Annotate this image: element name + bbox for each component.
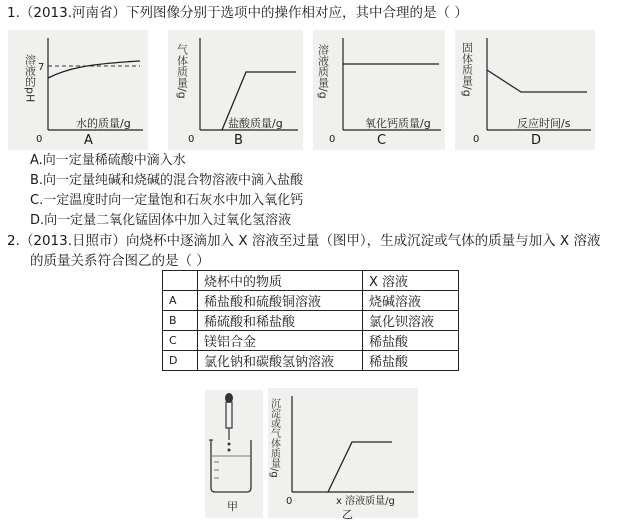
table-header-row xyxy=(163,271,459,291)
q1-text: 1.（2013.河南省）下列图像分别于选项中的操作相对应，其中合理的是（ ） xyxy=(7,5,468,21)
q1-option-d: D.向一定量二氧化锰固体中加入过氧化氢溶液 xyxy=(30,213,292,228)
table-cell: 烧碱溶液 xyxy=(363,291,459,311)
table-cell: 氯化钡溶液 xyxy=(363,311,459,331)
table-cell: 镁铝合金 xyxy=(198,331,363,351)
graph-a-xlabel: 水的质量/g xyxy=(76,117,131,130)
table-cell: 氯化钠和碳酸氢钠溶液 xyxy=(198,351,363,371)
graph-c xyxy=(313,30,445,150)
table-row xyxy=(163,331,459,351)
graph-d xyxy=(455,30,595,150)
graph-d-xlabel: 反应时间/s xyxy=(517,117,571,130)
table-header-cell xyxy=(163,271,198,291)
table-row xyxy=(163,351,459,371)
graph-c-xlabel: 氧化钙质量/g xyxy=(365,117,431,130)
table-header-cell: 烧杯中的物质 xyxy=(198,271,363,291)
table-cell: 稀盐酸 xyxy=(363,331,459,351)
graph-b-xlabel: 盐酸质量/g xyxy=(228,117,283,130)
figure-yi-ylabel: 沉淀或气体质量/g xyxy=(268,398,280,478)
table-cell: 稀盐酸 xyxy=(363,351,459,371)
figure-yi xyxy=(268,388,418,521)
graph-d-origin: 0 xyxy=(473,134,480,145)
q2-line1: 2.（2013.日照市）向烧杯中逐滴加入 X 溶液至过量（图甲），生成沉淀或气体的质量与加入 X 溶液 xyxy=(7,233,601,249)
graph-a-tick7: 7 xyxy=(38,62,45,73)
graph-a-ylabel: 溶液的pH xyxy=(23,54,37,103)
graph-b-letter: B xyxy=(234,133,243,148)
table-row xyxy=(163,291,459,311)
q1-option-a: A.向一定量稀硫酸中滴入水 xyxy=(30,153,186,168)
graph-b xyxy=(168,30,303,150)
graph-a-origin: 0 xyxy=(36,134,43,145)
table-header-cell: X 溶液 xyxy=(363,271,459,291)
figure-jia xyxy=(205,390,263,518)
graph-c-letter: C xyxy=(377,133,387,148)
graph-b-origin: 0 xyxy=(188,134,195,145)
figure-yi-label: 乙 xyxy=(342,508,353,521)
table-cell: D xyxy=(163,351,198,371)
figure-yi-origin: 0 xyxy=(286,496,293,507)
figure-jia-label: 甲 xyxy=(227,500,238,513)
table-cell: 稀盐酸和硫酸铜溶液 xyxy=(198,291,363,311)
graph-c-origin: 0 xyxy=(329,134,336,145)
graph-d-ylabel: 固体质量/g xyxy=(460,42,474,97)
graph-c-ylabel: 溶液质量/g xyxy=(316,44,330,99)
graph-a xyxy=(8,30,148,150)
table-cell: A xyxy=(163,291,198,311)
graph-d-letter: D xyxy=(531,133,542,148)
graph-b-ylabel: 气体质量/g xyxy=(175,44,189,99)
graph-a-letter: A xyxy=(84,133,93,148)
table-cell: 稀硫酸和稀盐酸 xyxy=(198,311,363,331)
table-row xyxy=(163,311,459,331)
q1-option-c: C.一定温度时向一定量饱和石灰水中加入氧化钙 xyxy=(30,193,304,208)
figure-yi-xlabel: x 溶液质量/g xyxy=(336,496,395,507)
table-cell: C xyxy=(163,331,198,351)
q2-line2: 的质量关系符合图乙的是（ ） xyxy=(30,253,210,269)
q1-option-b: B.向一定量纯碱和烧碱的混合物溶液中滴入盐酸 xyxy=(30,173,304,188)
q2-table xyxy=(162,270,459,371)
table-cell: B xyxy=(163,311,198,331)
